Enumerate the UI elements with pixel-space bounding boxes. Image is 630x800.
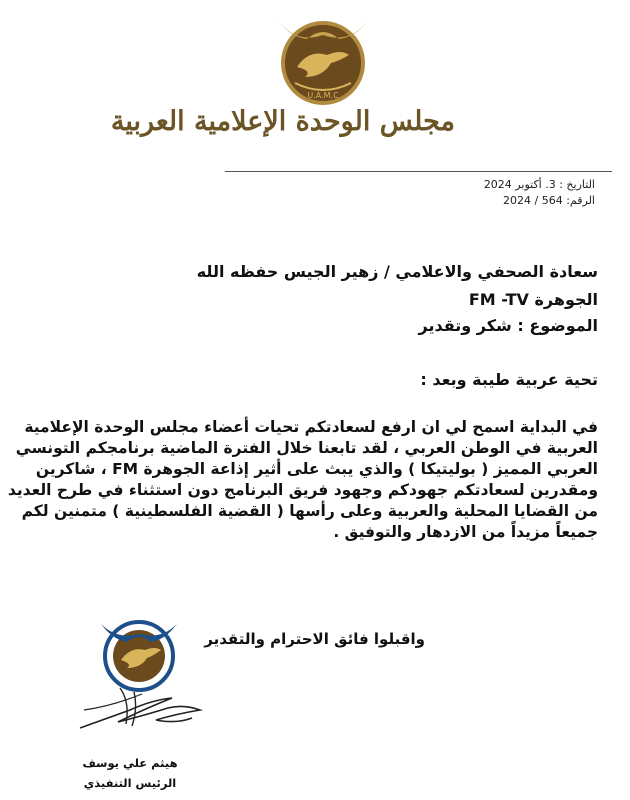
logo-initials: U.A.M.C [307, 91, 339, 100]
letter-reference: الرقم: 564 / 2024 [503, 194, 595, 207]
organization-name: مجلس الوحدة الإعلامية العربية [110, 106, 455, 137]
recipient-line: سعادة الصحفي والاعلامي / زهير الجيس حفظه الله [196, 262, 598, 281]
body-line: من القضايا المحلية والعربية وعلى رأسها ( القضية الفلسطينية ) متمنين لكم [21, 502, 598, 520]
closing-line: واقبلوا فائق الاحترام والتقدير [204, 630, 425, 648]
greeting: تحية عربية طيبة وبعد : [420, 370, 598, 389]
body-line: جميعاً مزيداً من الازدهار والتوفيق . [333, 523, 598, 541]
body-line: العربية في الوطن العربي ، لقد تابعنا خلال الفترة الماضية برنامجكم التونسي [15, 439, 598, 457]
letter-date: التاريخ : 3. أكتوبر 2024 [483, 178, 595, 191]
signatory-title: الرئيس التنفيذي [83, 776, 177, 790]
handwritten-signature [72, 680, 212, 740]
council-logo [265, 5, 381, 105]
header-divider [225, 171, 612, 172]
body-line: ومقدرين لسعادتكم جهودكم وجهود فريق البرنامج دون استثناء في طرح العديد [7, 481, 598, 499]
body-line: العربي المميز ( بوليتيكا ) والذي يبث على أثير إذاعة الجوهرة FM ، شاكرين [35, 460, 598, 478]
signatory-name: هيثم علي يوسف [82, 756, 178, 770]
letter-subject: الموضوع : شكر وتقدير [418, 316, 598, 335]
body-line: في البداية اسمح لي ان ارفع لسعادتكم تحيات أعضاء مجلس الوحدة الإعلامية [24, 418, 598, 436]
letter-body [7, 417, 598, 543]
recipient-station: الجوهرة FM -TV [468, 290, 598, 309]
